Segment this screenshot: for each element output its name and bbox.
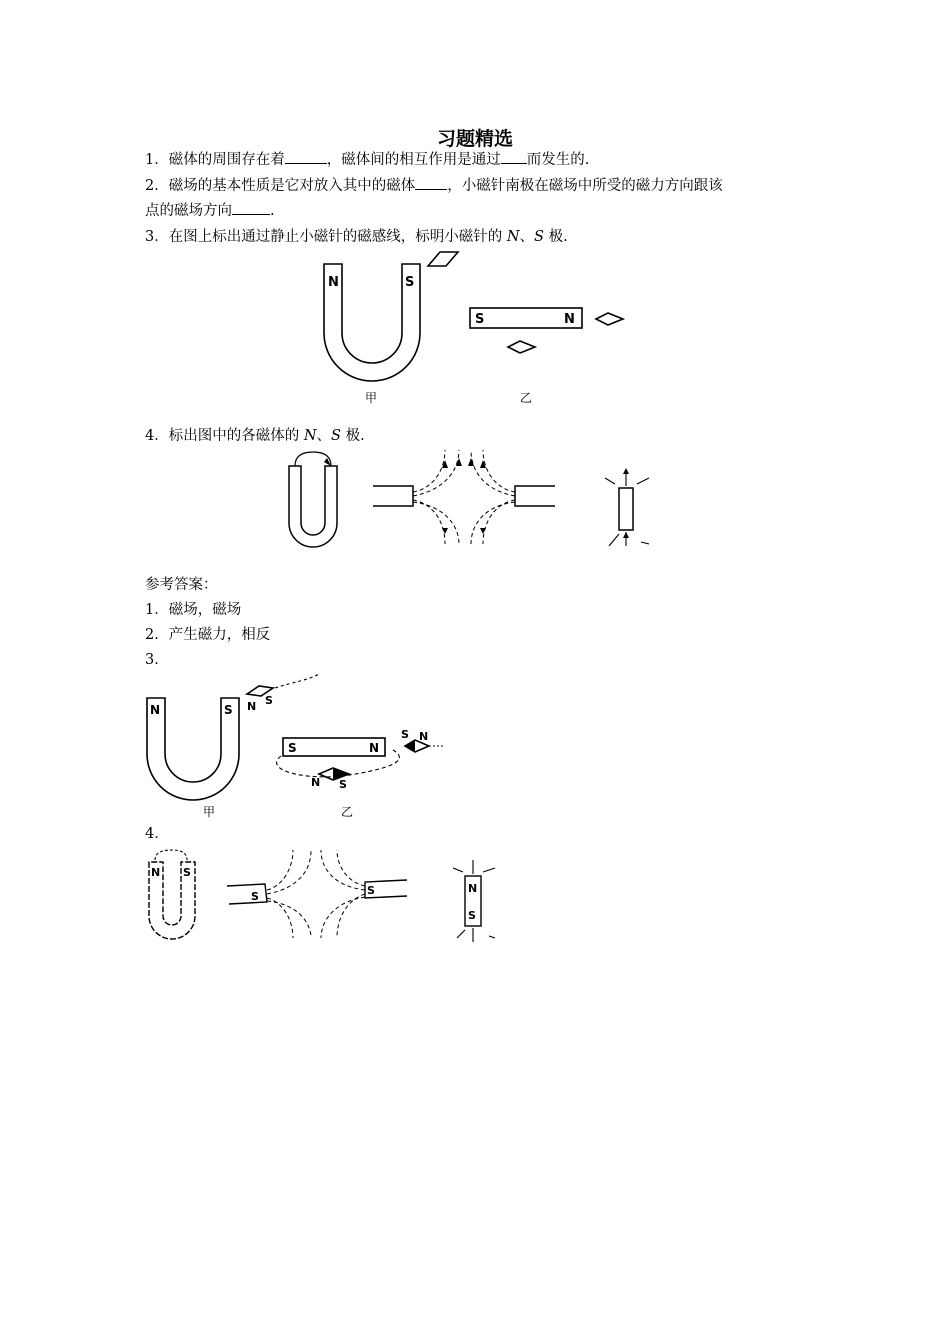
page-title: 习题精选 bbox=[436, 128, 513, 150]
compass-needle-1 bbox=[428, 252, 458, 266]
answer-3-label: 3． bbox=[145, 652, 169, 668]
question-text: ，磁体间的相互作用是通过 bbox=[326, 152, 501, 168]
answer-figure-3 bbox=[143, 670, 453, 822]
separator: 、 bbox=[519, 229, 535, 245]
pole-label-s: S bbox=[475, 312, 485, 327]
pole-label-n: N bbox=[311, 776, 321, 789]
figure-caption-yi: 乙 bbox=[520, 391, 533, 405]
field-line-arc bbox=[155, 850, 187, 860]
answer-blank[interactable] bbox=[232, 201, 270, 215]
pole-label-s: S bbox=[224, 703, 233, 717]
question-text: 点的磁场方向 bbox=[145, 203, 232, 219]
question-number: 1． bbox=[145, 152, 169, 168]
pole-label-n: N bbox=[150, 703, 161, 717]
answers-heading: 参考答案： bbox=[145, 577, 218, 593]
small-bar-magnet bbox=[619, 488, 633, 530]
question-text: . bbox=[270, 203, 275, 219]
question-2 bbox=[145, 176, 723, 196]
figure-caption-jia: 甲 bbox=[365, 391, 378, 405]
answer-2: 2．产生磁力，相反 bbox=[145, 627, 271, 643]
question-text: 磁体的周围存在着 bbox=[168, 152, 285, 168]
pole-label-s: S bbox=[251, 890, 259, 903]
compass-needle-3 bbox=[508, 341, 535, 353]
separator: 、 bbox=[316, 428, 332, 444]
answer-blank[interactable] bbox=[415, 176, 447, 190]
question-2-continued bbox=[145, 201, 275, 221]
question-text: 而发生的. bbox=[526, 152, 590, 168]
pole-label-s: S bbox=[468, 909, 476, 922]
pole-label-s: S bbox=[288, 741, 297, 755]
pole-s: S bbox=[534, 229, 544, 245]
pole-s: S bbox=[331, 428, 341, 444]
question-text: 磁场的基本性质是它对放入其中的磁体 bbox=[168, 178, 416, 194]
question-text: 标出图中的各磁体的 bbox=[168, 428, 304, 444]
pole-label-s: S bbox=[265, 694, 273, 707]
figure-3 bbox=[320, 248, 640, 408]
answer-1: 1．磁场，磁场 bbox=[145, 602, 242, 618]
u-magnet bbox=[289, 466, 337, 547]
question-number: 3． bbox=[145, 229, 169, 245]
question-text: 在图上标出通过静止小磁针的磁感线，标明小磁针的 bbox=[168, 229, 507, 245]
bar-magnet-left bbox=[227, 884, 267, 904]
pole-label-n: N bbox=[369, 741, 380, 755]
pole-label-n: N bbox=[468, 882, 478, 895]
figure-caption-yi: 乙 bbox=[341, 805, 354, 819]
pole-n: N bbox=[303, 428, 317, 444]
answer-blank[interactable] bbox=[501, 150, 527, 164]
question-number: 4． bbox=[145, 428, 169, 444]
pole-label-s: S bbox=[339, 778, 347, 791]
field-line bbox=[275, 674, 319, 688]
pole-label-n: N bbox=[151, 866, 161, 879]
question-text: ，小磁针南极在磁场中所受的磁力方向跟该 bbox=[447, 178, 723, 194]
question-number: 2． bbox=[145, 178, 169, 194]
figure-4 bbox=[285, 448, 665, 560]
question-1 bbox=[145, 150, 589, 170]
pole-label-n: N bbox=[419, 730, 429, 743]
answer-blank[interactable] bbox=[285, 150, 327, 164]
bar-magnet-right bbox=[515, 486, 555, 506]
answer-4-label: 4． bbox=[145, 826, 169, 842]
field-line-arc bbox=[295, 452, 331, 466]
figure-caption-jia: 甲 bbox=[203, 805, 216, 819]
question-3 bbox=[145, 227, 568, 247]
pole-label-s: S bbox=[401, 728, 409, 741]
pole-label-s: S bbox=[405, 275, 415, 290]
question-text: 极. bbox=[340, 428, 365, 444]
pole-n: N bbox=[506, 229, 520, 245]
question-text: 极. bbox=[543, 229, 568, 245]
pole-label-s: S bbox=[183, 866, 191, 879]
pole-label-s: S bbox=[367, 884, 375, 897]
pole-label-n: N bbox=[247, 700, 257, 713]
pole-label-n: N bbox=[564, 312, 575, 327]
bar-magnet-left bbox=[373, 486, 413, 506]
question-4 bbox=[145, 426, 365, 446]
answer-figure-4 bbox=[143, 846, 513, 946]
pole-label-n: N bbox=[328, 275, 339, 290]
compass-needle-2 bbox=[596, 313, 623, 325]
